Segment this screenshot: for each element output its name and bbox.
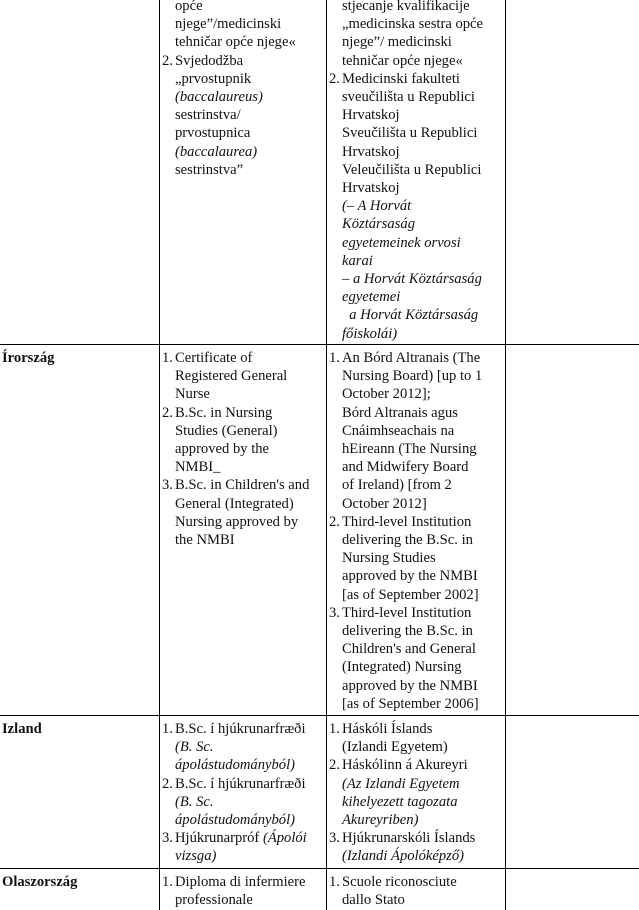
text-line: Nursing Studies [342,550,436,567]
text-line: Studies (General) [175,422,278,439]
text-line: ápolástudományból) [175,812,295,829]
text-line: Svjedodžba [175,52,244,69]
text-line: Hrvatskoj [342,107,400,124]
text-line: stjecanje kvalifikacije [342,0,470,14]
list-item [329,349,504,513]
list-item [162,476,324,549]
text-line: (Integrated) Nursing [342,659,462,676]
list-item [329,513,504,604]
list-number: 2. [329,513,340,530]
text-line: egyetemei [342,289,401,306]
text-segment: Hjúkrunarpróf [175,830,263,847]
text-line: a Horvát Köztársaság [342,307,479,324]
text-line: An Bórd Altranais (The [342,350,481,366]
text-line: the NMBI [175,532,235,549]
text-line: Bórd Altranais agus [342,404,458,421]
text-line: General (Integrated) [175,495,294,512]
list-number: 1. [329,721,340,737]
text-line: ápolástudományból) [175,757,295,774]
table-border-line [0,868,639,869]
text-line: Sveučilišta u Republici [342,125,478,142]
list-number: 1. [329,874,340,890]
text-line: approved by the NMBI [342,677,478,694]
list-item [162,404,324,477]
list-item [162,775,324,830]
country-name: Izland [2,721,42,737]
text-line: (Izlandi Egyetem) [342,739,448,756]
table-border-line [505,0,506,910]
list-item [162,0,324,52]
diploma-cell [162,0,324,179]
country-name: Írország [2,350,55,366]
text-line: Registered General [175,368,288,385]
text-line: professionale [175,892,253,909]
table-border-line [0,715,639,716]
list-item [329,873,504,909]
text-line: njege”/ medicinski [342,34,452,51]
list-number: 2. [329,757,340,774]
text-line: B.Sc. í hjúkrunarfræði [175,775,306,792]
text-line: tehničar opće njege« [175,34,296,51]
text-line: sestrinstva” [175,161,244,178]
text-line: egyetemeinek orvosi [342,234,461,251]
text-line: prvostupnica [175,125,251,142]
text-line: (Izlandi Ápolóképző) [342,848,464,865]
text-line: (B. Sc. [175,739,214,756]
list-number: 1. [162,874,173,890]
list-item [329,70,504,343]
text-line: [as of September 2006] [342,695,479,712]
body-cell [329,349,504,713]
text-line: Veleučilišta u Republici [342,161,482,178]
text-line: (B. Sc. [175,793,214,810]
text-line: Akureyriben) [342,812,419,829]
text-line: Certificate of [175,350,253,366]
text-line: approved by the [175,441,270,458]
table-border-line [326,0,327,910]
text-line: főiskolái) [342,325,398,342]
text-line: [as of September 2002] [342,586,479,603]
table-border-line [0,344,639,345]
list-number: 3. [329,604,340,621]
body-cell [329,0,504,343]
text-line: sveučilišta u Republici [342,89,475,106]
text-line: Cnáimhseachais na [342,422,455,439]
text-line: Hrvatskoj [342,143,400,160]
text-line: delivering the B.Sc. in [342,532,473,549]
text-line: delivering the B.Sc. in [342,623,473,640]
text-line: Third-level Institution [342,604,472,621]
text-line: Scuole riconosciute [342,874,457,890]
list-number: 3. [162,830,173,847]
text-line: B.Sc. in Nursing [175,404,273,421]
text-line: „prvostupnik [175,70,252,87]
list-number: 1. [329,350,340,366]
list-item [162,349,324,404]
country-name: Olaszország [2,874,78,890]
body-cell [329,873,504,909]
text-line: Children's and General [342,641,476,658]
text-line: approved by the NMBI [342,568,478,585]
list-number: 1. [162,721,173,737]
list-item [329,604,504,713]
list-item [162,829,324,865]
text-line: Nurse [175,386,210,403]
text-line: njege”/medicinski [175,16,282,33]
text-line: B.Sc. in Children's and [175,477,310,494]
list-item [329,829,504,865]
text-line: Háskóli Íslands [342,721,433,737]
text-line: Nursing Board) [up to 1 [342,368,483,385]
text-line: (baccalaureus) [175,89,263,106]
text-line: NMBI_ [175,459,221,476]
body-cell [329,720,504,866]
list-item [162,873,324,909]
text-line: vizsga) [175,848,217,865]
text-line: (– A Horvát [342,198,412,215]
text-line [175,829,324,847]
text-line: of Ireland) [from 2 [342,477,452,494]
text-line: tehničar opće njege« [342,52,463,69]
text-line: „medicinska sestra opće [342,16,484,33]
text-line: Diploma di infermiere [175,874,306,890]
text-line: Háskólinn á Akureyri [342,757,468,774]
text-segment-italic: (Ápolói [262,830,307,847]
text-line: dallo Stato [342,892,405,909]
diploma-cell [162,349,324,549]
text-line: B.Sc. í hjúkrunarfræði [175,721,306,737]
list-number: 3. [162,477,173,494]
text-line: hEireann (The Nursing [342,441,477,458]
text-line: karai [342,252,373,269]
list-number: 2. [162,52,173,69]
text-line: Hrvatskoj [342,180,400,197]
text-line: October 2012] [342,495,427,512]
list-number: 2. [329,70,340,87]
list-number: 3. [329,830,340,847]
text-line: Köztársaság [342,216,415,233]
text-line: sestrinstva/ [175,107,241,124]
list-number: 2. [162,404,173,421]
text-line: kihelyezett tagozata [342,793,458,810]
text-line: October 2012]; [342,386,431,403]
text-line: Hjúkrunarskóli Íslands [342,830,476,847]
list-item [162,720,324,775]
diploma-cell [162,720,324,866]
text-line: (Az Izlandi Egyetem [342,775,460,792]
table-border-line [159,0,160,910]
text-line: and Midwifery Board [342,459,469,476]
list-number: 2. [162,775,173,792]
list-number: 1. [162,350,173,366]
text-line: Nursing approved by [175,513,299,530]
list-item [329,756,504,829]
text-line: opće [175,0,203,14]
list-item [162,52,324,179]
text-line: – a Horvát Köztársaság [342,271,482,288]
diploma-cell [162,873,324,909]
text-line: Medicinski fakulteti [342,70,460,87]
list-item [329,720,504,756]
list-item [329,0,504,70]
text-line: (baccalaurea) [175,143,258,160]
text-line: Third-level Institution [342,513,472,530]
